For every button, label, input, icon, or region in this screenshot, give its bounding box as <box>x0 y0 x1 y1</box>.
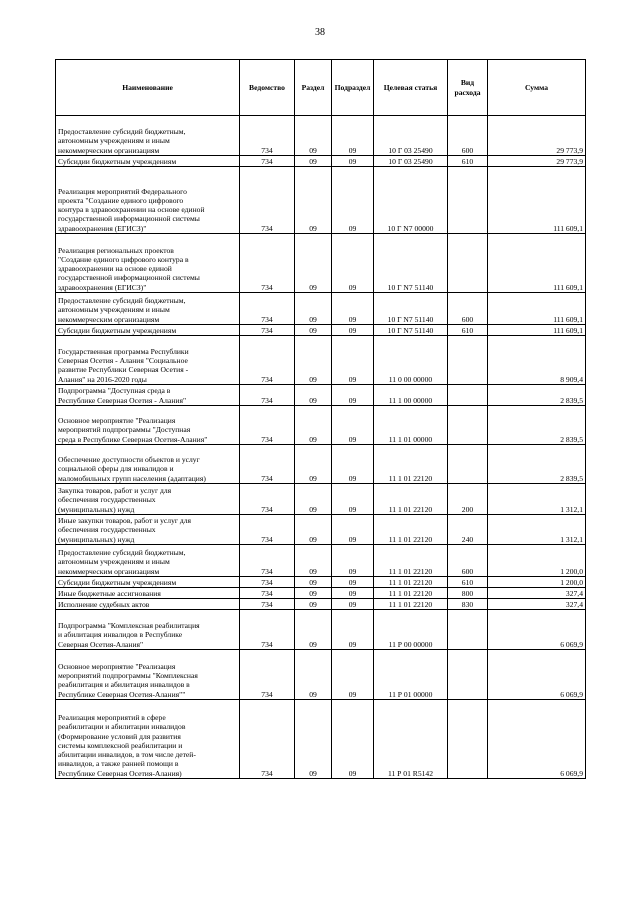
cell-sum-text: 1 312,1 <box>560 504 583 514</box>
cell-target <box>374 610 448 650</box>
cell-target-text: 11 1 01 00000 <box>388 434 433 444</box>
cell-subsection <box>332 650 374 700</box>
cell-subsection <box>332 336 374 385</box>
cell-exptype <box>448 293 488 325</box>
cell-exptype <box>448 610 488 650</box>
cell-exptype-text: 240 <box>461 534 474 544</box>
cell-exptype <box>448 167 488 234</box>
cell-target <box>374 700 448 779</box>
cell-dept <box>240 577 295 588</box>
cell-target-text: 11 Р 01 00000 <box>388 689 433 699</box>
table-row <box>56 293 586 325</box>
table-row <box>56 545 586 577</box>
cell-target-text: 11 1 01 22120 <box>388 566 433 576</box>
cell-target <box>374 385 448 406</box>
cell-subsection <box>332 610 374 650</box>
cell-sum-text: 29 773,9 <box>556 145 583 155</box>
cell-sum-text: 111 609,1 <box>553 325 583 335</box>
cell-exptype-text: 600 <box>461 145 474 155</box>
cell-sum-text: 1 200,0 <box>560 566 583 576</box>
cell-exptype-text: 200 <box>461 504 474 514</box>
cell-target <box>374 156 448 167</box>
cell-section-text: 09 <box>309 314 317 324</box>
cell-section-text: 09 <box>309 768 317 778</box>
cell-sum <box>488 577 586 588</box>
cell-target <box>374 577 448 588</box>
cell-subsection <box>332 515 374 545</box>
cell-sum-text: 8 909,4 <box>560 374 583 384</box>
cell-subsection-text: 09 <box>348 156 357 166</box>
header-section: Раздел <box>295 60 332 116</box>
cell-target-text: 11 Р 01 R5142 <box>387 768 434 778</box>
cell-target <box>374 336 448 385</box>
cell-subsection-text: 09 <box>348 145 357 155</box>
header-name: Наименование <box>56 60 240 116</box>
cell-section <box>295 599 332 610</box>
cell-target-text: 10 Г 03 25490 <box>388 156 433 166</box>
cell-target <box>374 293 448 325</box>
table-row <box>56 515 586 545</box>
cell-sum <box>488 650 586 700</box>
cell-target-text: 11 1 01 22120 <box>388 504 433 514</box>
cell-target <box>374 650 448 700</box>
cell-dept <box>240 293 295 325</box>
table-row <box>56 325 586 336</box>
cell-section-text: 09 <box>309 599 317 609</box>
header-target: Целевая статья <box>374 60 448 116</box>
cell-name <box>56 325 240 336</box>
cell-section <box>295 650 332 700</box>
cell-subsection-text: 09 <box>348 689 357 699</box>
cell-name-text: Иные закупки товаров, работ и услуг для обеспечения государственных (муниципальных) нужд <box>58 516 192 544</box>
cell-sum-text: 1 312,1 <box>560 534 583 544</box>
cell-sum <box>488 515 586 545</box>
cell-exptype <box>448 484 488 515</box>
cell-exptype <box>448 588 488 599</box>
cell-section-text: 09 <box>309 145 317 155</box>
cell-subsection-text: 09 <box>348 768 357 778</box>
cell-dept-text: 734 <box>261 588 273 598</box>
cell-subsection <box>332 325 374 336</box>
cell-section-text: 09 <box>309 689 317 699</box>
table-body <box>56 116 586 779</box>
cell-subsection-text: 09 <box>348 639 357 649</box>
cell-name <box>56 293 240 325</box>
cell-name <box>56 385 240 406</box>
table-row <box>56 156 586 167</box>
cell-sum-text: 327,4 <box>565 588 583 598</box>
cell-sum-text: 2 839,5 <box>560 434 583 444</box>
table-row <box>56 610 586 650</box>
cell-name-text: Исполнение судебных актов <box>58 599 150 609</box>
cell-dept <box>240 325 295 336</box>
cell-dept <box>240 336 295 385</box>
cell-target <box>374 588 448 599</box>
cell-sum <box>488 156 586 167</box>
cell-target <box>374 234 448 293</box>
cell-subsection <box>332 156 374 167</box>
cell-subsection <box>332 234 374 293</box>
cell-dept-text: 734 <box>261 395 273 405</box>
cell-subsection-text: 09 <box>348 223 357 233</box>
cell-target <box>374 445 448 484</box>
cell-subsection-text: 09 <box>348 534 357 544</box>
cell-name <box>56 650 240 700</box>
cell-dept <box>240 445 295 484</box>
cell-subsection <box>332 445 374 484</box>
cell-name-text: Субсидии бюджетным учреждениям <box>58 156 177 166</box>
cell-name <box>56 484 240 515</box>
cell-dept <box>240 700 295 779</box>
cell-sum-text: 1 200,0 <box>560 577 583 587</box>
cell-section-text: 09 <box>309 566 317 576</box>
cell-name <box>56 588 240 599</box>
cell-section-text: 09 <box>309 473 317 483</box>
table-row <box>56 167 586 234</box>
cell-subsection <box>332 116 374 156</box>
cell-sum-text: 327,4 <box>565 599 583 609</box>
cell-name-text: Основное мероприятие "Реализация мероприятий подпрограммы "Доступная среда в Республике Северная Осетия-Алания" <box>58 416 208 444</box>
table-row <box>56 700 586 779</box>
table-row <box>56 445 586 484</box>
cell-section <box>295 385 332 406</box>
cell-name-text: Реализация мероприятий Федерального проекта "Создание единого цифрового контура в здравоохранении на основе единой государственной информационной системы здравоохранения (ЕГИСЗ)" <box>58 186 205 233</box>
table-row <box>56 599 586 610</box>
cell-section-text: 09 <box>309 434 317 444</box>
cell-section <box>295 445 332 484</box>
cell-target <box>374 545 448 577</box>
cell-sum <box>488 167 586 234</box>
cell-section <box>295 588 332 599</box>
table-row <box>56 484 586 515</box>
cell-name-text: Предоставление субсидий бюджетным, автономным учреждениям и иным некоммерческим организациям <box>58 296 186 324</box>
cell-dept-text: 734 <box>261 145 273 155</box>
cell-dept <box>240 116 295 156</box>
cell-target-text: 11 Р 00 00000 <box>388 639 433 649</box>
cell-target <box>374 116 448 156</box>
table-row <box>56 650 586 700</box>
cell-name <box>56 156 240 167</box>
table-row <box>56 385 586 406</box>
cell-target-text: 11 1 01 22120 <box>388 588 433 598</box>
cell-exptype <box>448 116 488 156</box>
cell-target <box>374 484 448 515</box>
cell-sum <box>488 445 586 484</box>
cell-section <box>295 610 332 650</box>
cell-subsection <box>332 700 374 779</box>
cell-subsection <box>332 588 374 599</box>
cell-exptype-text: 610 <box>461 577 474 587</box>
cell-sum-text: 111 609,1 <box>553 223 583 233</box>
cell-subsection-text: 09 <box>348 599 357 609</box>
cell-target-text: 10 Г N7 51140 <box>387 325 434 335</box>
cell-section-text: 09 <box>309 639 317 649</box>
cell-target-text: 10 Г N7 51140 <box>387 314 434 324</box>
cell-target-text: 10 Г 03 25490 <box>388 145 433 155</box>
cell-subsection <box>332 293 374 325</box>
cell-exptype <box>448 515 488 545</box>
cell-sum <box>488 325 586 336</box>
cell-dept-text: 734 <box>261 473 273 483</box>
cell-subsection-text: 09 <box>348 395 357 405</box>
cell-subsection <box>332 577 374 588</box>
cell-subsection <box>332 484 374 515</box>
cell-dept <box>240 406 295 445</box>
cell-exptype <box>448 545 488 577</box>
cell-sum <box>488 293 586 325</box>
cell-dept-text: 734 <box>261 314 273 324</box>
table-row <box>56 336 586 385</box>
cell-dept <box>240 650 295 700</box>
cell-dept-text: 734 <box>261 282 273 292</box>
cell-name-text: Иные бюджетные ассигнования <box>58 588 161 598</box>
cell-section-text: 09 <box>309 156 317 166</box>
cell-name-text: Предоставление субсидий бюджетным, автономным учреждениям и иным некоммерческим организациям <box>58 548 186 576</box>
cell-section <box>295 700 332 779</box>
cell-subsection-text: 09 <box>348 374 357 384</box>
cell-target <box>374 406 448 445</box>
cell-dept <box>240 484 295 515</box>
cell-section <box>295 336 332 385</box>
cell-name-text: Предоставление субсидий бюджетным, автономным учреждениям и иным некоммерческим организациям <box>58 127 186 155</box>
cell-exptype <box>448 650 488 700</box>
cell-dept-text: 734 <box>261 504 273 514</box>
cell-subsection <box>332 167 374 234</box>
cell-dept-text: 734 <box>261 156 273 166</box>
cell-dept-text: 734 <box>261 434 273 444</box>
cell-dept <box>240 515 295 545</box>
cell-dept-text: 734 <box>261 577 273 587</box>
cell-sum <box>488 610 586 650</box>
cell-subsection-text: 09 <box>348 566 357 576</box>
cell-section-text: 09 <box>309 577 317 587</box>
cell-target <box>374 167 448 234</box>
cell-target-text: 11 0 00 00000 <box>388 374 433 384</box>
cell-target-text: 11 1 01 22120 <box>388 534 433 544</box>
cell-subsection-text: 09 <box>348 434 357 444</box>
cell-sum-text: 2 839,5 <box>560 473 583 483</box>
cell-dept <box>240 156 295 167</box>
cell-name-text: Подпрограмма "Комплексная реабилитация и абилитация инвалидов в Республике Северная Осетия-Алания" <box>58 621 200 649</box>
cell-dept <box>240 385 295 406</box>
header-sum: Сумма <box>488 60 586 116</box>
cell-section-text: 09 <box>309 395 317 405</box>
cell-subsection <box>332 599 374 610</box>
cell-sum <box>488 406 586 445</box>
cell-dept-text: 734 <box>261 223 273 233</box>
table-row <box>56 588 586 599</box>
cell-section <box>295 325 332 336</box>
cell-dept-text: 734 <box>261 639 273 649</box>
cell-subsection-text: 09 <box>348 282 357 292</box>
cell-exptype-text: 800 <box>461 588 474 598</box>
cell-name <box>56 599 240 610</box>
cell-sum-text: 6 069,9 <box>560 768 583 778</box>
cell-subsection-text: 09 <box>348 504 357 514</box>
table-row <box>56 116 586 156</box>
cell-name-text: Субсидии бюджетным учреждениям <box>58 577 177 587</box>
cell-section-text: 09 <box>309 282 317 292</box>
cell-section-text: 09 <box>309 374 317 384</box>
cell-name <box>56 515 240 545</box>
cell-exptype <box>448 577 488 588</box>
page-number: 38 <box>315 27 325 38</box>
cell-sum <box>488 484 586 515</box>
cell-dept-text: 734 <box>261 534 273 544</box>
cell-name-text: Закупка товаров, работ и услуг для обеспечения государственных (муниципальных) нужд <box>58 486 172 514</box>
cell-name <box>56 700 240 779</box>
cell-section <box>295 156 332 167</box>
cell-target-text: 11 1 01 22120 <box>388 473 433 483</box>
cell-subsection <box>332 385 374 406</box>
header-subsection: Подраздел <box>332 60 374 116</box>
cell-dept-text: 734 <box>261 566 273 576</box>
cell-name <box>56 577 240 588</box>
cell-exptype-text: 610 <box>461 325 474 335</box>
cell-sum-text: 111 609,1 <box>553 314 583 324</box>
cell-subsection-text: 09 <box>348 588 357 598</box>
cell-sum <box>488 545 586 577</box>
cell-section <box>295 167 332 234</box>
cell-sum <box>488 588 586 599</box>
cell-exptype <box>448 336 488 385</box>
cell-name-text: Реализация мероприятий в сфере реабилитации и абилитации инвалидов (Формирование условий для развития системы комплексной реабилитации и абилитации инвалидов, в том числе детей- инвалидов, а также ранней помощи в Республике Северная Осетия-Алания) <box>58 712 196 778</box>
cell-dept <box>240 167 295 234</box>
cell-exptype <box>448 445 488 484</box>
cell-sum-text: 2 839,5 <box>560 395 583 405</box>
table-row <box>56 577 586 588</box>
cell-section-text: 09 <box>309 588 317 598</box>
cell-sum <box>488 116 586 156</box>
cell-target <box>374 325 448 336</box>
cell-subsection-text: 09 <box>348 473 357 483</box>
cell-sum-text: 29 773,9 <box>556 156 583 166</box>
cell-exptype-text: 830 <box>461 599 474 609</box>
cell-exptype <box>448 234 488 293</box>
cell-name-text: Обеспечение доступности объектов и услуг социальной сферы для инвалидов и маломобильных групп населения (адаптация) <box>58 455 206 483</box>
cell-target-text: 11 1 01 22120 <box>388 599 433 609</box>
cell-sum <box>488 336 586 385</box>
header-exptype: Вид расхода <box>448 60 488 116</box>
cell-section <box>295 515 332 545</box>
cell-exptype-text: 600 <box>461 566 474 576</box>
cell-section <box>295 234 332 293</box>
cell-target-text: 10 Г N7 00000 <box>387 223 434 233</box>
cell-exptype <box>448 406 488 445</box>
cell-dept <box>240 545 295 577</box>
cell-sum <box>488 234 586 293</box>
cell-dept <box>240 599 295 610</box>
cell-target-text: 10 Г N7 51140 <box>387 282 434 292</box>
cell-subsection-text: 09 <box>348 577 357 587</box>
cell-dept <box>240 588 295 599</box>
cell-sum <box>488 700 586 779</box>
cell-target <box>374 515 448 545</box>
cell-subsection-text: 09 <box>348 325 357 335</box>
cell-exptype <box>448 385 488 406</box>
cell-section-text: 09 <box>309 223 317 233</box>
cell-subsection <box>332 406 374 445</box>
cell-target <box>374 599 448 610</box>
cell-dept <box>240 610 295 650</box>
cell-subsection <box>332 545 374 577</box>
cell-dept <box>240 234 295 293</box>
cell-name-text: Основное мероприятие "Реализация мероприятий подпрограммы "Комплексная реабилитация и абилитация инвалидов в Республике Северная Осетия-Алания"" <box>58 661 198 699</box>
cell-exptype-text: 610 <box>461 156 474 166</box>
cell-sum-text: 6 069,9 <box>560 639 583 649</box>
cell-section <box>295 406 332 445</box>
cell-name-text: Субсидии бюджетным учреждениям <box>58 325 177 335</box>
cell-target-text: 11 1 00 00000 <box>388 395 433 405</box>
cell-name <box>56 116 240 156</box>
table-row <box>56 406 586 445</box>
cell-subsection-text: 09 <box>348 314 357 324</box>
header-dept: Ведомство <box>240 60 295 116</box>
cell-name <box>56 406 240 445</box>
cell-section <box>295 293 332 325</box>
cell-section-text: 09 <box>309 534 317 544</box>
cell-name <box>56 610 240 650</box>
cell-section <box>295 577 332 588</box>
cell-exptype <box>448 325 488 336</box>
cell-name <box>56 336 240 385</box>
cell-section <box>295 116 332 156</box>
cell-sum <box>488 385 586 406</box>
cell-name <box>56 445 240 484</box>
cell-section <box>295 545 332 577</box>
cell-section-text: 09 <box>309 325 317 335</box>
cell-exptype-text: 600 <box>461 314 474 324</box>
cell-exptype <box>448 599 488 610</box>
cell-exptype <box>448 700 488 779</box>
cell-exptype <box>448 156 488 167</box>
cell-name <box>56 545 240 577</box>
cell-name-text: Подпрограмма "Доступная среда в Республике Северная Осетия - Алания" <box>58 386 187 405</box>
cell-sum-text: 111 609,1 <box>553 282 583 292</box>
cell-sum-text: 6 069,9 <box>560 689 583 699</box>
cell-name-text: Реализация региональных проектов "Создание единого цифрового контура в здравоохранении на основе единой государственной информационной системы здравоохранения (ЕГИСЗ)" <box>58 245 200 292</box>
cell-target-text: 11 1 01 22120 <box>388 577 433 587</box>
cell-dept-text: 734 <box>261 325 273 335</box>
cell-section-text: 09 <box>309 504 317 514</box>
cell-dept-text: 734 <box>261 599 273 609</box>
cell-name-text: Государственная программа Республики Северная Осетия - Алания "Социальное развитие Республики Северная Осетия - Алания" на 2016-2020 годы <box>58 346 189 384</box>
table-row <box>56 234 586 293</box>
cell-dept-text: 734 <box>261 768 273 778</box>
budget-table <box>55 59 586 779</box>
cell-name <box>56 234 240 293</box>
cell-sum <box>488 599 586 610</box>
cell-name <box>56 167 240 234</box>
cell-dept-text: 734 <box>261 374 273 384</box>
cell-section <box>295 484 332 515</box>
cell-dept-text: 734 <box>261 689 273 699</box>
table-header-row <box>56 60 586 116</box>
